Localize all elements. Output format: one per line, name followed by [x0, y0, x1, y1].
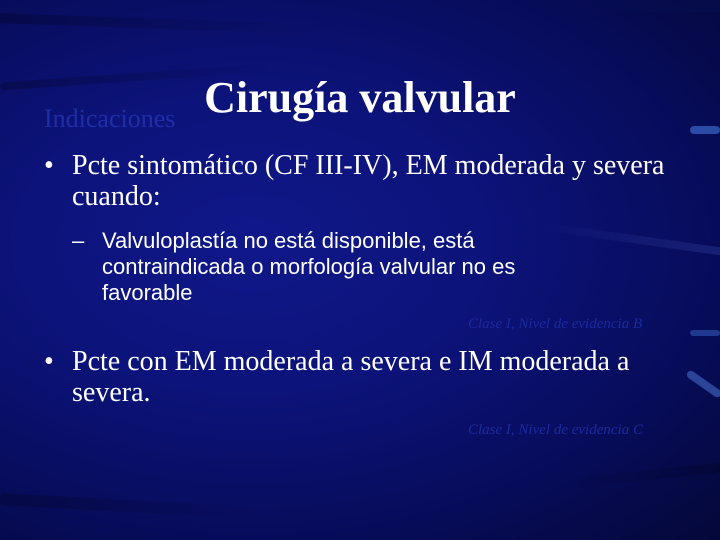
background-streak: [560, 461, 720, 490]
background-streak: [0, 12, 320, 35]
background-streak: [0, 493, 260, 519]
bullet-text: Pcte sintomático (CF III-IV), EM moderada y severa cuando:: [72, 150, 665, 212]
background-streak: [560, 0, 720, 12]
slide-title-text: Cirugía valvular: [204, 73, 516, 122]
sub-bullet-marker: –: [72, 228, 85, 253]
bullet-marker: •: [44, 150, 54, 181]
bullet-marker: •: [44, 346, 54, 377]
sub-bullet-item: [72, 228, 572, 310]
evidence-level-label: Clase I, Nivel de evidencia C: [468, 422, 643, 438]
background-streak: [690, 330, 720, 336]
slide-title: [0, 72, 720, 123]
evidence-level-label: Clase I, Nivel de evidencia B: [468, 316, 643, 332]
bullet-item: [44, 346, 684, 410]
section-label: Indicaciones: [44, 104, 176, 133]
sub-bullet-text: Valvuloplastía no está disponible, está contraindicada o morfología valvular no es favorable: [102, 228, 516, 305]
bullet-text: Pcte con EM moderada a severa e IM moderada a severa.: [72, 346, 630, 408]
bullet-item: [44, 150, 684, 214]
background-streak: [690, 126, 720, 134]
background-streak: [685, 369, 720, 398]
